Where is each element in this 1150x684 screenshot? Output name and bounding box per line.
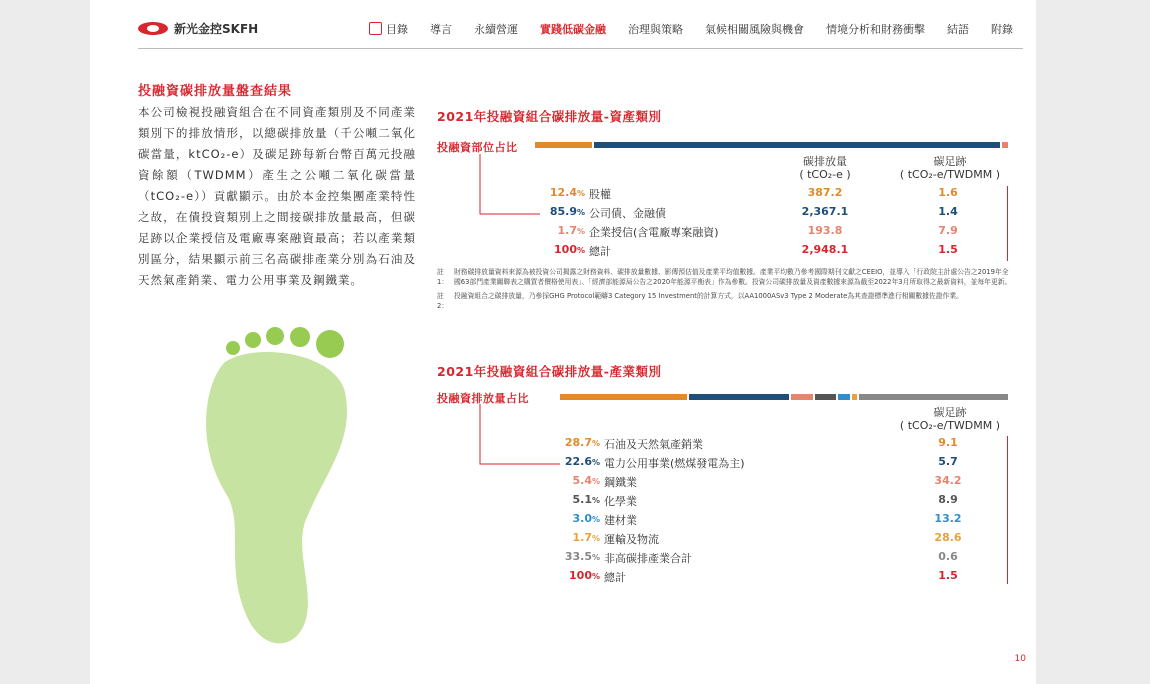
col-label: 碳排放量 [803, 155, 847, 168]
row-percent [535, 224, 585, 237]
percent-value: 3.0 [572, 512, 592, 525]
row-percent [550, 531, 600, 544]
note-text: 財務碳排放量資料來源為被投資公司揭露之財務資料、碳排放量數據、影傳預估值及產業平均值數據。產業平均數乃參考國際期刊文獻之CEEIO，並導入「行政院主計處公告之2019年全國63部門產業關聯表之購買者價格使用表」、「經濟部能源局公告之2020年能源平衡表」作為參數。投資公司碳排放量及資產數據來源為截至2022年3月所取得之最新資料，並每年更新。 [454, 268, 1012, 286]
header [138, 18, 1023, 49]
industry-chart-title: 2021年投融資組合碳排放量-產業類別 [437, 364, 662, 379]
share-segment [838, 394, 850, 400]
share-segment [859, 394, 1008, 400]
share-segment [689, 394, 789, 400]
percent-unit: % [591, 496, 600, 505]
logo-text: 新光金控SKFH [174, 22, 259, 36]
row-label: 總計 [604, 571, 626, 584]
share-segment [815, 394, 836, 400]
row-footprint: 7.9 [938, 224, 958, 237]
industry-col-footprint-header [885, 406, 1015, 432]
asset-share-label: 投融資部位占比 [437, 141, 518, 154]
row-percent [550, 455, 600, 468]
row-footprint: 8.9 [938, 493, 958, 506]
nav-item-governance[interactable]: 治理與策略 [628, 23, 683, 36]
asset-col-emission-header [780, 155, 870, 181]
percent-value: 1.7 [557, 224, 577, 237]
row-label: 總計 [589, 245, 611, 258]
row-percent [550, 436, 600, 449]
row-emission: 193.8 [807, 224, 843, 237]
percent-unit: % [576, 208, 585, 217]
row-label: 鋼鐵業 [604, 476, 637, 489]
percent-value: 100 [569, 569, 592, 582]
percent-value: 5.4 [572, 474, 592, 487]
logo[interactable] [138, 20, 258, 37]
percent-value: 28.7 [564, 436, 592, 449]
nav-label: 目錄 [386, 23, 408, 36]
share-segment [560, 394, 687, 400]
note-key: 註2： [437, 292, 449, 310]
note-text: 投融資組合之碳排放量，乃參採GHG Protocol範疇3 Category 15 Investment的計算方式，以AA1000ASv3 Type 2 Moderate為其查證標準進行相關數據佐證作業。 [454, 292, 963, 300]
row-footprint: 1.6 [938, 186, 958, 199]
percent-value: 12.4 [549, 186, 577, 199]
nav-item-contents[interactable] [347, 21, 408, 37]
nav-item-conclusion[interactable]: 結語 [947, 23, 969, 36]
share-segment [852, 394, 858, 400]
row-percent [535, 243, 585, 256]
page [90, 0, 1036, 684]
row-label: 石油及天然氣產銷業 [604, 438, 703, 451]
percent-value: 22.6 [564, 455, 592, 468]
row-percent [535, 205, 585, 218]
skfh-logo-icon [138, 22, 168, 35]
percent-unit: % [576, 246, 585, 255]
row-label: 運輸及物流 [604, 533, 659, 546]
nav-item-low-carbon[interactable]: 實踐低碳金融 [540, 23, 606, 36]
row-percent [550, 474, 600, 487]
percent-value: 33.5 [564, 550, 592, 563]
top-nav [325, 21, 1013, 37]
percent-unit: % [591, 439, 600, 448]
percent-value: 100 [554, 243, 577, 256]
nav-item-climate-risk[interactable]: 氣候相關風險與機會 [705, 23, 804, 36]
note-key: 註1： [437, 268, 449, 286]
section-heading: 投融資碳排放量盤查結果 [138, 84, 293, 99]
col-label: 碳足跡 [933, 155, 967, 168]
nav-item-sustainability[interactable]: 永續營運 [474, 23, 518, 36]
percent-unit: % [576, 189, 585, 198]
percent-unit: % [591, 515, 600, 524]
percent-unit: % [576, 227, 585, 236]
row-label: 企業授信(含電廠專案融資) [589, 226, 719, 239]
industry-side-line [1007, 436, 1008, 584]
home-icon [369, 22, 382, 35]
row-footprint: 13.2 [934, 512, 962, 525]
percent-unit: % [591, 553, 600, 562]
page-number: 10 [1014, 654, 1026, 664]
row-percent [535, 186, 585, 199]
row-footprint: 0.6 [938, 550, 958, 563]
row-footprint: 34.2 [934, 474, 962, 487]
row-percent [550, 493, 600, 506]
row-footprint: 9.1 [938, 436, 958, 449]
industry-share-label: 投融資排放量占比 [437, 392, 529, 405]
percent-unit: % [591, 477, 600, 486]
row-percent [550, 512, 600, 525]
asset-col-footprint-header [885, 155, 1015, 181]
row-footprint: 1.5 [938, 569, 958, 582]
share-segment [791, 394, 813, 400]
footprint-illustration [165, 322, 395, 657]
row-emission: 2,948.1 [801, 243, 849, 256]
share-segment [535, 142, 592, 148]
asset-side-line [1007, 186, 1008, 261]
row-emission: 387.2 [807, 186, 843, 199]
footnotes [437, 268, 1012, 316]
body-paragraph: 本公司檢視投融資組合在不同資產類別及不同產業類別下的排放情形，以總碳排放量（千公噸二氧化碳當量，ktCO₂-e）及碳足跡每新台幣百萬元投融資餘額（TWDMM）產生之公噸二氧化碳當量（tCO₂-e））貢獻顯示。由於本金控集團產業特性之故，在債投資類別上之間接碳排放量最高，但碳足跡以企業授信及電廠專案融資最高；若以產業類別區分，結果顯示前三名高碳排產業分別為石油及天然氣產銷業、電力公用事業及鋼鐵業。 [138, 105, 416, 287]
share-segment [1002, 142, 1008, 148]
note-2 [437, 292, 1012, 311]
nav-item-intro[interactable]: 導言 [430, 23, 452, 36]
col-unit: ( tCO₂-e ) [799, 168, 851, 181]
asset-chart-title: 2021年投融資組合碳排放量-資產類別 [437, 109, 662, 124]
row-footprint: 1.5 [938, 243, 958, 256]
row-percent [550, 550, 600, 563]
percent-unit: % [591, 572, 600, 581]
row-footprint: 1.4 [938, 205, 958, 218]
share-segment [594, 142, 1000, 148]
row-label: 非高碳排產業合計 [604, 552, 692, 565]
col-label: 碳足跡 [933, 406, 967, 419]
row-emission: 2,367.1 [801, 205, 849, 218]
col-unit: ( tCO₂-e/TWDMM ) [899, 168, 1001, 181]
col-unit: ( tCO₂-e/TWDMM ) [899, 419, 1001, 432]
row-footprint: 5.7 [938, 455, 958, 468]
row-label: 股權 [589, 188, 611, 201]
row-label: 建材業 [604, 514, 637, 527]
row-percent [550, 569, 600, 582]
percent-value: 85.9 [549, 205, 577, 218]
note-1 [437, 268, 1012, 287]
nav-item-scenario[interactable]: 情境分析和財務衝擊 [826, 23, 925, 36]
row-footprint: 28.6 [934, 531, 962, 544]
row-label: 化學業 [604, 495, 637, 508]
row-label: 公司債、金融債 [589, 207, 666, 220]
nav-item-appendix[interactable]: 附錄 [991, 23, 1013, 36]
percent-unit: % [591, 458, 600, 467]
row-label: 電力公用事業(燃煤發電為主) [604, 457, 745, 470]
percent-value: 5.1 [572, 493, 592, 506]
percent-value: 1.7 [572, 531, 592, 544]
percent-unit: % [591, 534, 600, 543]
